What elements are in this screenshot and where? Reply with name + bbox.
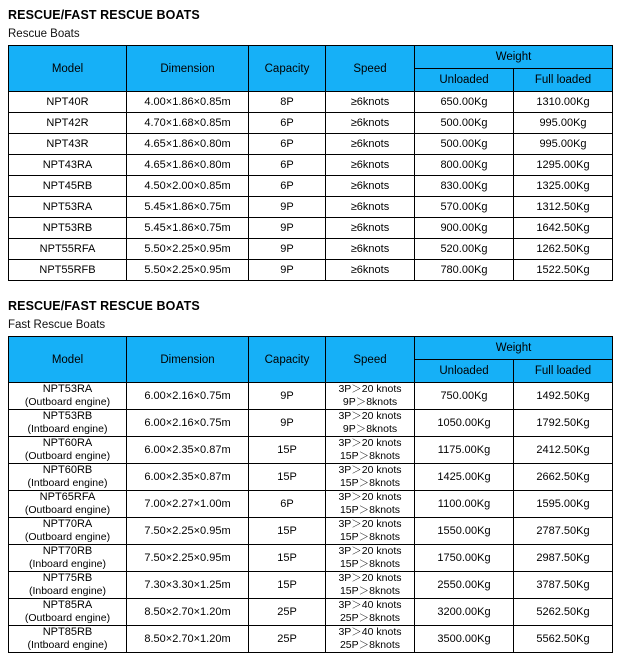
- cell-unloaded: 900.00Kg: [415, 218, 514, 239]
- table-row: [9, 176, 613, 197]
- column-header-capacity: Capacity: [249, 46, 326, 92]
- cell-full-loaded: 1595.00Kg: [514, 491, 613, 518]
- column-header-model: Model: [9, 337, 127, 383]
- cell-capacity: 15P: [249, 437, 326, 464]
- fast-rescue-boats-table: [8, 336, 613, 653]
- table-row: [9, 491, 613, 518]
- cell-model-note: (Outboard engine): [24, 531, 111, 543]
- cell-speed-line2: 9P＞8knots: [342, 423, 398, 435]
- cell-model-name: NPT85RA: [42, 599, 93, 611]
- cell-model-name: NPT60RA: [42, 437, 93, 449]
- cell-speed: [326, 545, 415, 572]
- cell-capacity: 9P: [249, 218, 326, 239]
- cell-full-loaded: 1492.50Kg: [514, 383, 613, 410]
- cell-model: [9, 410, 127, 437]
- cell-model-name: NPT70RA: [42, 518, 93, 530]
- cell-unloaded: 2550.00Kg: [415, 572, 514, 599]
- cell-model: NPT43RA: [9, 155, 127, 176]
- table-row: [9, 260, 613, 281]
- section-title: RESCUE/FAST RESCUE BOATS: [8, 299, 200, 313]
- table-row: [9, 197, 613, 218]
- cell-model-note: (Outboard engine): [24, 504, 111, 516]
- cell-speed: ≥6knots: [326, 134, 415, 155]
- cell-unloaded: 1100.00Kg: [415, 491, 514, 518]
- column-header-unloaded: Unloaded: [415, 69, 514, 92]
- cell-dimension: 4.70×1.68×0.85m: [127, 113, 249, 134]
- cell-model: [9, 383, 127, 410]
- section-subtitle: Fast Rescue Boats: [8, 319, 106, 331]
- cell-speed-line1: 3P＞40 knots: [338, 626, 402, 638]
- rescue-boats-table-body: [9, 92, 613, 281]
- cell-speed-line1: 3P＞20 knots: [338, 383, 402, 395]
- cell-dimension: 6.00×2.16×0.75m: [127, 410, 249, 437]
- cell-dimension: 6.00×2.35×0.87m: [127, 464, 249, 491]
- cell-speed-line2: 15P＞8knots: [339, 477, 401, 489]
- cell-model: NPT45RB: [9, 176, 127, 197]
- cell-dimension: 5.50×2.25×0.95m: [127, 260, 249, 281]
- cell-model-name: NPT53RB: [42, 410, 93, 422]
- cell-capacity: 9P: [249, 383, 326, 410]
- cell-unloaded: 520.00Kg: [415, 239, 514, 260]
- cell-speed-line1: 3P＞20 knots: [338, 545, 402, 557]
- table-row: [9, 92, 613, 113]
- cell-model: [9, 572, 127, 599]
- cell-model-name: NPT85RB: [42, 626, 93, 638]
- cell-capacity: 9P: [249, 410, 326, 437]
- cell-dimension: 7.50×2.25×0.95m: [127, 545, 249, 572]
- cell-unloaded: 780.00Kg: [415, 260, 514, 281]
- cell-speed-line2: 25P＞8knots: [339, 612, 401, 624]
- cell-unloaded: 1175.00Kg: [415, 437, 514, 464]
- table-row: [9, 383, 613, 410]
- cell-full-loaded: 5562.50Kg: [514, 626, 613, 653]
- cell-dimension: 7.50×2.25×0.95m: [127, 518, 249, 545]
- cell-dimension: 4.50×2.00×0.85m: [127, 176, 249, 197]
- cell-speed: ≥6knots: [326, 155, 415, 176]
- table-row: [9, 437, 613, 464]
- table-header: [9, 337, 613, 383]
- cell-speed-line2: 9P＞8knots: [342, 396, 398, 408]
- cell-capacity: 15P: [249, 518, 326, 545]
- cell-model-note: (Intboard engine): [27, 423, 108, 435]
- section-subtitle: Rescue Boats: [8, 28, 80, 40]
- section-fast-rescue-boats: [0, 299, 620, 653]
- table-row: [9, 218, 613, 239]
- cell-full-loaded: 1312.50Kg: [514, 197, 613, 218]
- cell-capacity: 6P: [249, 491, 326, 518]
- cell-dimension: 8.50×2.70×1.20m: [127, 626, 249, 653]
- cell-full-loaded: 1522.50Kg: [514, 260, 613, 281]
- cell-capacity: 6P: [249, 113, 326, 134]
- cell-model: NPT43R: [9, 134, 127, 155]
- cell-full-loaded: 1325.00Kg: [514, 176, 613, 197]
- cell-unloaded: 1750.00Kg: [415, 545, 514, 572]
- cell-speed: [326, 437, 415, 464]
- document-page: [0, 8, 620, 653]
- cell-unloaded: 750.00Kg: [415, 383, 514, 410]
- column-header-weight: Weight: [415, 46, 613, 69]
- cell-model-name: NPT53RA: [42, 383, 93, 395]
- cell-speed: [326, 518, 415, 545]
- cell-speed: [326, 410, 415, 437]
- cell-dimension: 7.30×3.30×1.25m: [127, 572, 249, 599]
- cell-dimension: 5.45×1.86×0.75m: [127, 197, 249, 218]
- cell-model-name: NPT75RB: [42, 572, 93, 584]
- cell-model: [9, 626, 127, 653]
- cell-speed: ≥6knots: [326, 176, 415, 197]
- cell-model: [9, 599, 127, 626]
- cell-capacity: 25P: [249, 599, 326, 626]
- cell-model: [9, 464, 127, 491]
- cell-speed: ≥6knots: [326, 239, 415, 260]
- cell-model-note: (Intboard engine): [27, 639, 108, 651]
- column-header-full-loaded: Full loaded: [514, 360, 613, 383]
- cell-full-loaded: 2987.50Kg: [514, 545, 613, 572]
- column-header-speed: Speed: [326, 337, 415, 383]
- cell-dimension: 8.50×2.70×1.20m: [127, 599, 249, 626]
- column-header-model: Model: [9, 46, 127, 92]
- cell-full-loaded: 3787.50Kg: [514, 572, 613, 599]
- cell-capacity: 15P: [249, 572, 326, 599]
- cell-capacity: 6P: [249, 134, 326, 155]
- cell-unloaded: 830.00Kg: [415, 176, 514, 197]
- cell-model: [9, 437, 127, 464]
- cell-model: NPT55RFA: [9, 239, 127, 260]
- cell-full-loaded: 1295.00Kg: [514, 155, 613, 176]
- section-rescue-boats: [0, 8, 620, 281]
- table-header: [9, 46, 613, 92]
- cell-unloaded: 500.00Kg: [415, 134, 514, 155]
- cell-speed: [326, 464, 415, 491]
- fast-rescue-boats-table-body: [9, 383, 613, 653]
- cell-unloaded: 3500.00Kg: [415, 626, 514, 653]
- table-row: [9, 518, 613, 545]
- cell-speed: ≥6knots: [326, 218, 415, 239]
- cell-dimension: 4.00×1.86×0.85m: [127, 92, 249, 113]
- table-row: [9, 155, 613, 176]
- cell-dimension: 5.45×1.86×0.75m: [127, 218, 249, 239]
- table-row: [9, 410, 613, 437]
- cell-speed: ≥6knots: [326, 260, 415, 281]
- cell-dimension: 6.00×2.16×0.75m: [127, 383, 249, 410]
- cell-capacity: 15P: [249, 464, 326, 491]
- cell-speed-line1: 3P＞20 knots: [338, 518, 402, 530]
- cell-full-loaded: 5262.50Kg: [514, 599, 613, 626]
- cell-speed-line2: 15P＞8knots: [339, 450, 401, 462]
- cell-unloaded: 1425.00Kg: [415, 464, 514, 491]
- cell-unloaded: 570.00Kg: [415, 197, 514, 218]
- cell-capacity: 9P: [249, 197, 326, 218]
- cell-full-loaded: 995.00Kg: [514, 134, 613, 155]
- cell-unloaded: 500.00Kg: [415, 113, 514, 134]
- cell-capacity: 6P: [249, 176, 326, 197]
- cell-full-loaded: 995.00Kg: [514, 113, 613, 134]
- cell-speed-line1: 3P＞20 knots: [338, 437, 402, 449]
- cell-speed-line2: 15P＞8knots: [339, 585, 401, 597]
- cell-full-loaded: 2787.50Kg: [514, 518, 613, 545]
- cell-model-note: (Intboard engine): [27, 477, 108, 489]
- cell-dimension: 7.00×2.27×1.00m: [127, 491, 249, 518]
- cell-model: NPT40R: [9, 92, 127, 113]
- cell-unloaded: 1050.00Kg: [415, 410, 514, 437]
- section-title: RESCUE/FAST RESCUE BOATS: [8, 8, 200, 22]
- cell-speed: ≥6knots: [326, 113, 415, 134]
- cell-dimension: 4.65×1.86×0.80m: [127, 155, 249, 176]
- cell-speed-line2: 25P＞8knots: [339, 639, 401, 651]
- table-row: [9, 599, 613, 626]
- cell-model-note: (Inboard engine): [28, 585, 107, 597]
- cell-model-note: (Outboard engine): [24, 396, 111, 408]
- cell-model-name: NPT60RB: [42, 464, 93, 476]
- table-row: [9, 113, 613, 134]
- cell-speed-line1: 3P＞20 knots: [338, 410, 402, 422]
- cell-speed-line2: 15P＞8knots: [339, 504, 401, 516]
- table-row: [9, 134, 613, 155]
- cell-model-note: (Outboard engine): [24, 450, 111, 462]
- cell-model: NPT53RB: [9, 218, 127, 239]
- cell-capacity: 25P: [249, 626, 326, 653]
- cell-unloaded: 800.00Kg: [415, 155, 514, 176]
- cell-speed: [326, 491, 415, 518]
- column-header-weight: Weight: [415, 337, 613, 360]
- table-row: [9, 545, 613, 572]
- cell-dimension: 6.00×2.35×0.87m: [127, 437, 249, 464]
- cell-unloaded: 650.00Kg: [415, 92, 514, 113]
- column-header-capacity: Capacity: [249, 337, 326, 383]
- cell-full-loaded: 1792.50Kg: [514, 410, 613, 437]
- cell-speed: ≥6knots: [326, 92, 415, 113]
- cell-model-name: NPT70RB: [42, 545, 93, 557]
- cell-speed-line1: 3P＞20 knots: [338, 464, 402, 476]
- table-row: [9, 572, 613, 599]
- cell-capacity: 9P: [249, 239, 326, 260]
- cell-speed: [326, 572, 415, 599]
- cell-full-loaded: 1310.00Kg: [514, 92, 613, 113]
- column-header-speed: Speed: [326, 46, 415, 92]
- cell-full-loaded: 1262.50Kg: [514, 239, 613, 260]
- table-header-row-1: [9, 337, 613, 360]
- cell-speed: ≥6knots: [326, 197, 415, 218]
- cell-speed: [326, 599, 415, 626]
- cell-model-note: (Inboard engine): [28, 558, 107, 570]
- section-spacer: [0, 281, 620, 291]
- cell-dimension: 5.50×2.25×0.95m: [127, 239, 249, 260]
- cell-capacity: 6P: [249, 155, 326, 176]
- cell-model: NPT53RA: [9, 197, 127, 218]
- table-row: [9, 239, 613, 260]
- rescue-boats-table: [8, 45, 613, 281]
- cell-model-note: (Outboard engine): [24, 612, 111, 624]
- column-header-full-loaded: Full loaded: [514, 69, 613, 92]
- cell-model: [9, 518, 127, 545]
- cell-model: [9, 491, 127, 518]
- cell-model: NPT42R: [9, 113, 127, 134]
- table-header-row-1: [9, 46, 613, 69]
- cell-model: NPT55RFB: [9, 260, 127, 281]
- cell-unloaded: 1550.00Kg: [415, 518, 514, 545]
- table-row: [9, 626, 613, 653]
- table-row: [9, 464, 613, 491]
- cell-speed: [326, 626, 415, 653]
- cell-dimension: 4.65×1.86×0.80m: [127, 134, 249, 155]
- column-header-unloaded: Unloaded: [415, 360, 514, 383]
- cell-capacity: 15P: [249, 545, 326, 572]
- cell-model: [9, 545, 127, 572]
- cell-model-name: NPT65RFA: [39, 491, 96, 503]
- column-header-dimension: Dimension: [127, 46, 249, 92]
- cell-capacity: 9P: [249, 260, 326, 281]
- cell-speed-line1: 3P＞20 knots: [338, 572, 402, 584]
- cell-full-loaded: 2412.50Kg: [514, 437, 613, 464]
- cell-speed-line1: 3P＞20 knots: [338, 491, 402, 503]
- cell-speed-line1: 3P＞40 knots: [338, 599, 402, 611]
- cell-full-loaded: 1642.50Kg: [514, 218, 613, 239]
- cell-full-loaded: 2662.50Kg: [514, 464, 613, 491]
- cell-unloaded: 3200.00Kg: [415, 599, 514, 626]
- cell-speed-line2: 15P＞8knots: [339, 558, 401, 570]
- column-header-dimension: Dimension: [127, 337, 249, 383]
- cell-capacity: 8P: [249, 92, 326, 113]
- cell-speed-line2: 15P＞8knots: [339, 531, 401, 543]
- cell-speed: [326, 383, 415, 410]
